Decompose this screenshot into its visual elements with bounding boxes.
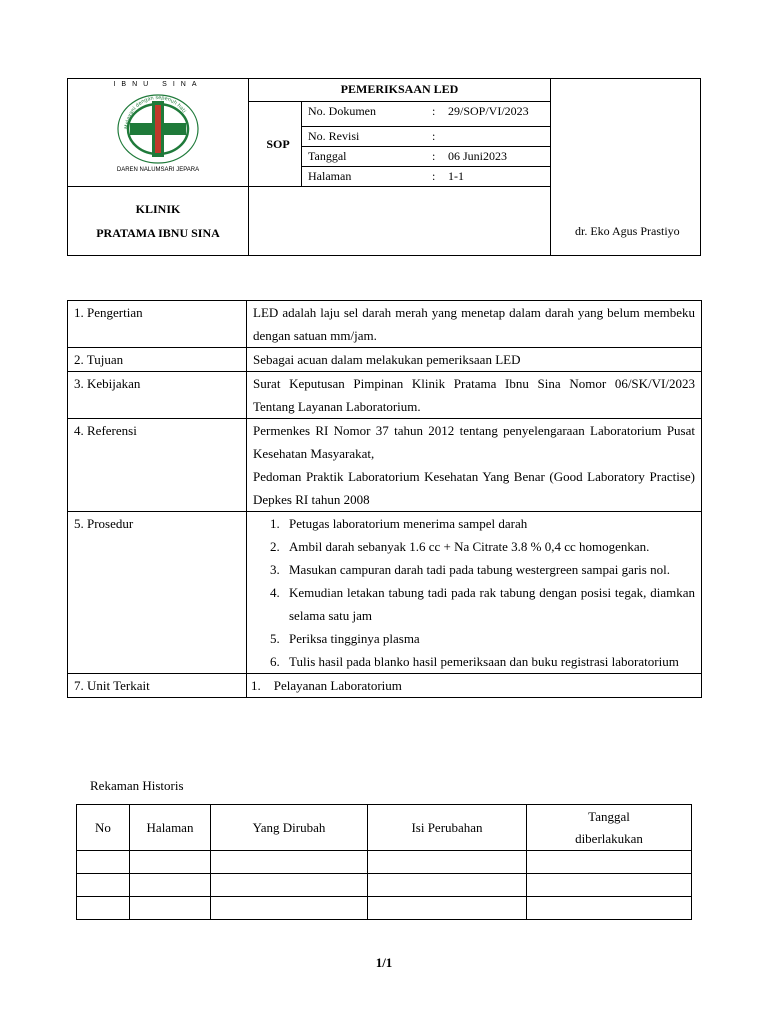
procedure-step: 5. Periksa tingginya plasma — [283, 627, 695, 650]
logo-arc-text: Melayani dengan sepenuh hati — [123, 94, 187, 130]
row-unit-terkait — [68, 674, 702, 698]
clinic-line-1: KLINIK — [135, 202, 181, 216]
row-pengertian — [68, 301, 702, 348]
history-header-cell: No — [77, 805, 130, 851]
history-title: Rekaman Historis — [90, 778, 184, 793]
row-referensi — [68, 419, 702, 512]
meta-row-date — [302, 147, 551, 167]
history-table — [76, 804, 692, 920]
sop-label: SOP — [249, 102, 302, 187]
meta-sep: : — [432, 104, 436, 118]
logo-bottom-text: DAREN NALUMSARI JEPARA — [116, 167, 200, 173]
table-row — [77, 851, 692, 874]
sop-content-table — [67, 300, 702, 698]
clinic-logo-icon — [112, 91, 204, 165]
meta-value: 29/SOP/VI/2023 — [448, 104, 529, 118]
section-label: 3. Kebijakan — [68, 372, 247, 419]
clinic-name — [68, 187, 249, 256]
meta-label: Halaman — [308, 169, 352, 183]
procedure-step: 4. Kemudian letakan tabung tadi pada rak tabung dengan posisi tegak, diamkan selama satu jam — [283, 581, 695, 627]
section-text: 1. Pelayanan Laboratorium — [247, 674, 702, 698]
clinic-line-2: PRATAMA IBNU SINA — [96, 226, 220, 240]
empty-cell — [249, 187, 551, 256]
section-text — [247, 419, 702, 512]
section-text: LED adalah laju sel darah merah yang menetap dalam darah yang belum membeku dengan satuan mm/jam. — [247, 301, 702, 348]
section-label: 4. Referensi — [68, 419, 247, 512]
procedure-list-cell — [247, 512, 702, 674]
history-header-cell: Halaman — [130, 805, 211, 851]
history-header-row — [77, 805, 692, 851]
meta-value: 1-1 — [448, 169, 464, 183]
table-row — [77, 897, 692, 920]
section-label: 7. Unit Terkait — [68, 674, 247, 698]
history-header-cell: Isi Perubahan — [368, 805, 527, 851]
page-number: 1/1 — [375, 955, 393, 970]
section-label: 1. Pengertian — [68, 301, 247, 348]
section-text: Surat Keputusan Pimpinan Klinik Pratama Ibnu Sina Nomor 06/SK/VI/2023 Tentang Layanan Laboratorium. — [247, 372, 702, 419]
meta-row-page — [302, 167, 551, 187]
meta-sep: : — [432, 149, 436, 163]
meta-sep: : — [432, 169, 436, 183]
procedure-list — [253, 512, 695, 673]
history-header-cell: Tanggal diberlakukan — [527, 805, 692, 851]
procedure-step: 1. Petugas laboratorium menerima sampel darah — [283, 512, 695, 535]
meta-value: 06 Juni2023 — [448, 149, 508, 163]
row-kebijakan — [68, 372, 702, 419]
sop-header-table — [67, 78, 701, 256]
reference-line: Permenkes RI Nomor 37 tahun 2012 tentang penyelengaraan Laboratorium Pusat Kesehatan Masyarakat, — [253, 423, 695, 461]
section-text: Sebagai acuan dalam melakukan pemeriksaan LED — [247, 348, 702, 372]
row-tujuan — [68, 348, 702, 372]
table-row — [77, 874, 692, 897]
signature-cell — [551, 79, 701, 256]
row-prosedur — [68, 512, 702, 674]
procedure-step: 6. Tulis hasil pada blanko hasil pemeriksaan dan buku registrasi laboratorium — [283, 650, 695, 673]
procedure-step: 2. Ambil darah sebanyak 1.6 cc + Na Citrate 3.8 % 0,4 cc homogenkan. — [283, 535, 695, 558]
meta-sep: : — [432, 129, 436, 143]
section-label: 5. Prosedur — [68, 512, 247, 674]
document-title: PEMERIKSAAN LED — [249, 79, 551, 102]
history-header-cell: Yang Dirubah — [211, 805, 368, 851]
meta-label: Tanggal — [308, 149, 347, 163]
meta-row-revision — [302, 127, 551, 147]
reference-line: Pedoman Praktik Laboratorium Kesehatan Yang Benar (Good Laboratory Practise) Depkes RI tahun 2008 — [253, 469, 695, 507]
meta-row-document — [302, 102, 551, 127]
logo-top-text: IBNU SINA — [113, 81, 203, 88]
section-label: 2. Tujuan — [68, 348, 247, 372]
signatory-name: dr. Eko Agus Prastiyo — [575, 224, 680, 238]
logo-cell — [68, 79, 249, 187]
meta-label: No. Dokumen — [308, 104, 376, 118]
meta-label: No. Revisi — [308, 129, 360, 143]
procedure-step: 3. Masukan campuran darah tadi pada tabung westergreen sampai garis nol. — [283, 558, 695, 581]
